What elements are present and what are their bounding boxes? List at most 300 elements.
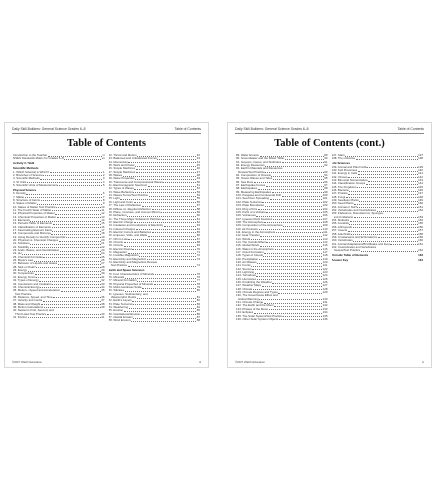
dot-leader — [43, 257, 100, 258]
toc-entry-title: 124. Tornadoes — [236, 274, 256, 278]
header-section: Table of Contents — [397, 127, 424, 131]
dot-leader — [136, 172, 196, 173]
toc-entry-title: 129. Climate Regions and Types — [236, 291, 278, 295]
toc-entry-title: 77. Mineral Formation — [108, 279, 137, 283]
toc-page-number: 72 — [196, 254, 200, 258]
toc-page-number: 147 — [418, 192, 423, 196]
toc-page-number: 78 — [196, 282, 200, 286]
toc-page-number: 161 — [418, 242, 423, 246]
toc-page-number: 80 — [196, 289, 200, 293]
dot-leader — [152, 232, 197, 233]
toc-page-number: 50 — [196, 180, 200, 184]
toc-entry-title: 46. Simple Machines — [108, 167, 136, 171]
toc-entry-title: 138. The Universe — [331, 157, 356, 161]
toc-entry-title: 142. Viruses — [331, 175, 348, 179]
header-book-title: Daily Skill Builders: General Science Grades 6–8 — [235, 127, 309, 131]
dot-leader — [273, 179, 324, 180]
dot-leader — [155, 274, 196, 275]
toc-page-number: 89 — [324, 154, 328, 157]
toc-page-number: 43 — [196, 157, 200, 161]
dot-leader — [53, 224, 101, 225]
page-title: Table of Contents (cont.) — [274, 138, 385, 149]
toc-page-number: 36 — [101, 295, 105, 299]
toc-entry-title: 72. Invisible Magnetism — [108, 254, 139, 258]
toc-page-number: 109 — [322, 224, 328, 228]
toc-entry-title: 32. Types of Energy — [13, 279, 39, 283]
toc-entry-title: 114. The Coriolis Effect — [236, 240, 266, 244]
dot-leader — [134, 189, 196, 190]
toc-page-number: 66 — [196, 234, 200, 238]
toc-page-number: 97 — [324, 184, 328, 188]
toc-entry-title: Life Sciences — [331, 162, 350, 166]
toc-entry-title: 19. Using Density to Identify Compounds — [13, 235, 66, 239]
dot-leader — [131, 321, 196, 322]
toc-entry-title: 15. Periodic Table of Elements — [13, 222, 52, 226]
toc-page-number: 85 — [196, 309, 200, 313]
toc-entry-title: 7. Matter — [13, 195, 25, 199]
dot-leader — [41, 200, 103, 201]
toc-page-number: 77 — [196, 279, 200, 283]
toc-page-number: 105 — [322, 210, 328, 214]
left-page — [4, 122, 209, 368]
toc-page-number: 164 — [418, 259, 423, 263]
toc-entry-title: 133. Phases of the Moon — [236, 307, 269, 311]
toc-page-number: 70 — [196, 247, 200, 251]
toc-page-number: 14 — [101, 218, 105, 222]
toc-entry-title: 23. Acids, Bases, and Neutralization — [13, 249, 60, 253]
toc-page-number: 103 — [322, 204, 328, 208]
dot-leader — [163, 182, 196, 183]
dot-leader — [257, 263, 322, 264]
toc-entry-title: 22. Solubility — [13, 245, 30, 249]
dot-leader — [390, 244, 417, 245]
toc-page-number: 99 — [324, 190, 328, 194]
toc-entry-title: 8. Structure of Atoms — [13, 198, 40, 202]
toc-page-number: 114 — [322, 240, 328, 244]
toc-entry-title: 135. The Solar System/Test Practice — [236, 314, 283, 318]
toc-page-number: 98 — [324, 187, 328, 191]
toc-page-number: 56 — [196, 200, 200, 204]
toc-page-number: 94 — [324, 174, 328, 178]
toc-entry-title: 44. Momentum — [108, 160, 128, 164]
toc-page-number: 16 — [101, 225, 105, 229]
dot-leader — [149, 196, 197, 197]
toc-page-number: 86 — [196, 312, 200, 316]
toc-entry-title: 92. Energy Resources — [236, 164, 265, 168]
toc-page-number: 152 — [418, 209, 423, 213]
toc-page-number: 10 — [101, 205, 105, 209]
page-footer — [235, 360, 424, 364]
toc-page-number: 40 — [101, 312, 105, 316]
toc-entry-title: 94. Composition of Oceans — [236, 174, 271, 178]
toc-page-number: 146 — [418, 189, 423, 193]
toc-entry-title: NSES Standards Matrix for Grades 5–8 — [13, 157, 64, 161]
toc-entry-title: Activity # / Skill — [13, 162, 35, 166]
toc-entry-title: 41. Friction — [13, 315, 28, 319]
toc-entry-title: 119. Precipitation — [236, 257, 259, 261]
toc-entry-title: 136. Other Solar System Objects — [236, 317, 279, 321]
toc-entry-title: Introduction to the Teacher — [13, 154, 48, 157]
dot-leader — [366, 184, 418, 185]
page-footer — [12, 360, 201, 364]
toc-entry-title: 115. Global Winds — [236, 244, 260, 248]
toc-page-number: 63 — [196, 224, 200, 228]
dot-leader — [278, 293, 322, 294]
toc-entry-title: 64. Induced Charges — [108, 227, 136, 231]
dot-leader — [136, 169, 196, 170]
dot-leader — [251, 266, 322, 267]
toc-entry-title: 91. Geysers, Caves, and Sinkholes — [236, 160, 282, 164]
toc-entry-title: 33. Conductors and Insulators — [13, 282, 52, 286]
toc-entry-title: 76. Minerals — [108, 275, 125, 279]
toc-page-number: 11 — [101, 208, 105, 212]
toc-entry-title: 61. The Three Major Subatomic Particles — [108, 217, 161, 221]
toc-entry-title: 159. Crustaceans and Echinoderms — [331, 235, 378, 239]
toc-entry-title: Answer Key — [331, 259, 349, 263]
toc-page-number: 51 — [196, 184, 200, 188]
dot-leader — [266, 186, 324, 187]
toc-page-number: 19 — [101, 235, 105, 239]
toc-page-number: 158 — [418, 232, 423, 236]
toc-page-number: 58 — [196, 207, 200, 211]
dot-leader — [259, 299, 322, 300]
toc-page-number: 96 — [324, 180, 328, 184]
toc-page-number: 150 — [418, 202, 423, 206]
dot-leader — [40, 179, 102, 180]
header-section: Table of Contents — [174, 127, 201, 131]
dot-leader — [64, 159, 101, 160]
toc-entry-title: 31. Energy Terms — [13, 275, 36, 279]
dot-leader — [41, 304, 101, 305]
toc-page-number: 155 — [418, 222, 423, 226]
toc-entry-title: Scientific Methods — [13, 167, 39, 171]
toc-entry-title: 50. Transverse and Compressional Waves — [108, 180, 163, 184]
toc-entry-title: 6. Density — [13, 192, 26, 196]
toc-entry-title: 13. Chemical Properties of Matter — [13, 215, 57, 219]
toc-entry-title: 66. Amperes, Volts, and Watts — [108, 234, 148, 238]
dot-leader — [348, 231, 418, 232]
toc-entry-title: 11. The Fourth State of Matter — [13, 208, 52, 212]
toc-entry-title: 57. The Law of Reflection — [108, 204, 142, 208]
toc-entry-title: 98. Earthquakes — [236, 187, 258, 191]
toc-page-number: 142 — [418, 175, 423, 179]
toc-page-number: 69 — [196, 244, 200, 248]
dot-leader — [367, 167, 417, 168]
toc-page-number: 127 — [322, 284, 328, 288]
toc-page-number: 13 — [101, 215, 105, 219]
toc-page-number: 59 — [196, 210, 200, 214]
toc-entry-title: 63. Insulators and Conductors of Electricity — [108, 224, 164, 228]
toc-entry-title: 141. Energy in Cells — [331, 172, 358, 176]
dot-leader — [124, 246, 197, 247]
dot-leader — [129, 308, 197, 309]
toc-page-number: 113 — [322, 237, 328, 241]
dot-leader — [133, 304, 196, 305]
toc-page-number: 100 — [322, 194, 328, 198]
toc-entry-title: 48. Waves — [108, 174, 123, 178]
dot-leader — [283, 316, 322, 317]
toc-page-number: 130 — [322, 297, 328, 301]
toc-page-number: 1 — [102, 170, 105, 174]
toc-entry-title: 117. Cloud Formation — [236, 250, 264, 254]
toc-entry — [13, 316, 105, 319]
right-page — [227, 122, 432, 368]
toc-entry-title: Review/Test Practice — [333, 249, 361, 253]
toc-entry-title: 89. Water Erosion — [236, 154, 260, 157]
toc-page-number: 22 — [101, 245, 105, 249]
toc-page-number: 143 — [418, 179, 423, 182]
toc-page-number: 37 — [101, 299, 105, 303]
toc-entry-title: 90. Groundwater and the Water Table — [236, 157, 285, 161]
dot-leader — [52, 284, 101, 285]
toc-entry-title: 70. Electric Power — [108, 247, 132, 251]
toc-entry-title: 137. Stars — [331, 154, 345, 157]
toc-section-heading — [13, 162, 105, 165]
toc-entry-title: 134. Eclipses — [236, 311, 254, 315]
toc-entry-title: 130. The Greenhouse Effect and — [236, 294, 278, 298]
toc-page-number: 92 — [324, 164, 328, 168]
toc-page-number: 139 — [418, 165, 423, 169]
toc-entry-title: 146. Bacteria — [331, 189, 349, 193]
dot-leader — [43, 175, 102, 176]
toc-entry-title: 87. Glacial Erosion — [108, 316, 133, 320]
toc-page-number: vii — [101, 157, 105, 161]
toc-page-number: 112 — [322, 234, 328, 238]
dot-leader — [252, 269, 322, 270]
toc-entry-title: 151. Animal or Not? — [331, 205, 357, 209]
toc-page-number: 102 — [322, 200, 328, 204]
toc-page-number: 60 — [196, 214, 200, 218]
dot-leader — [345, 156, 417, 157]
toc-entry-title: 21. Solutions — [13, 242, 30, 246]
toc-entry-title: 106. Volcanoes — [236, 214, 256, 218]
dot-leader — [141, 314, 196, 315]
dot-leader — [57, 217, 101, 218]
toc-column — [236, 154, 328, 355]
dot-leader — [273, 219, 322, 220]
dot-leader — [161, 212, 196, 213]
toc-page-number: 84 — [196, 306, 200, 310]
toc-entry-title: 3. Scientific Methods — [13, 177, 40, 181]
toc-page-number: 30 — [101, 272, 105, 276]
toc-page-number: 82 — [196, 299, 200, 303]
toc-entry-title: 18. Compounds and Mixtures — [13, 232, 51, 236]
footer-publisher: ©2007 Walch Education — [235, 360, 265, 364]
toc-page-number: 33 — [101, 282, 105, 286]
toc-page-number: 45 — [196, 164, 200, 168]
toc-page-number: 44 — [196, 160, 200, 164]
toc-page-number: 149 — [418, 199, 423, 203]
toc-page-number: 57 — [196, 204, 200, 208]
toc-page-number: 17 — [101, 229, 105, 232]
dot-leader — [265, 206, 322, 207]
toc-column — [13, 154, 105, 355]
toc-entry-title: Global Warming — [238, 297, 259, 301]
toc-page-number: 156 — [418, 225, 423, 229]
toc-entry-title: 108. The Atmosphere — [236, 220, 264, 224]
toc-entry-title: 93. Earth's Materials and Resources — [236, 167, 283, 171]
toc-page-number: 123 — [322, 271, 328, 275]
toc-entry-title: 139. Animal and Plant Cells — [331, 165, 367, 169]
toc-entry-title: 125. Hurricanes — [236, 277, 257, 281]
toc-entry-title: Test Practice — [15, 292, 32, 296]
toc-entry-title: 12. Physical Properties of Matter — [13, 212, 55, 216]
dot-leader — [59, 241, 101, 242]
dot-leader — [58, 264, 101, 265]
dot-leader — [26, 194, 102, 195]
dot-leader — [356, 159, 418, 160]
dot-leader — [270, 199, 323, 200]
footer-page-number: iii — [199, 360, 201, 364]
dot-leader — [128, 239, 196, 240]
toc-entry-title: 122. Storms — [236, 267, 252, 271]
toc-entry-title: 79. Mohs Hardness Scale — [108, 286, 142, 289]
toc-page-number: 79 — [196, 286, 200, 289]
toc-entry-title: 104. Ring of Fire — [236, 207, 258, 211]
toc-page-number: 4 — [102, 180, 105, 184]
toc-entry-title: 10. States of Matter Test Practice — [13, 205, 56, 209]
dot-leader — [30, 244, 100, 245]
toc-entry-title: 143. Binomial Nomenclature — [331, 179, 368, 182]
toc-entry-title: 116. Water in the Atmosphere — [236, 247, 274, 251]
toc-page-number: 128 — [322, 287, 328, 291]
toc-page-number: 3 — [102, 177, 105, 181]
dot-leader — [139, 256, 196, 257]
toc-entry — [109, 319, 201, 322]
dot-leader — [142, 288, 196, 289]
toc-page-number: 120 — [322, 261, 328, 264]
dot-leader — [154, 284, 197, 285]
dot-leader — [353, 227, 418, 228]
running-header — [235, 127, 424, 134]
toc-page-number: 122 — [322, 267, 328, 271]
toc-page-number: 153 — [418, 215, 423, 219]
toc-page-number: 15 — [101, 222, 105, 226]
toc-page-number: 71 — [196, 250, 200, 254]
toc-entry-title: 25. Chemical Formulas — [13, 255, 43, 259]
toc-page-number: 2 — [102, 173, 105, 177]
toc-page-number: 52 — [196, 187, 200, 191]
dot-leader — [368, 181, 417, 182]
toc-entry — [332, 157, 424, 160]
toc-page-number: 24 — [101, 252, 105, 256]
dot-leader — [52, 231, 100, 232]
toc-entry-title: 85. Erosion — [108, 309, 124, 313]
toc-page-number: 8 — [102, 198, 105, 202]
toc-page-number: 21 — [101, 242, 105, 246]
toc-entry-title: 39. Motion Calculations — [13, 305, 44, 309]
dot-leader — [61, 291, 101, 292]
toc-page-number: 107 — [322, 217, 328, 221]
toc-entry-title: 149. Seedless Plants — [331, 199, 359, 203]
dot-leader — [128, 162, 196, 163]
toc-page-number: 144 — [418, 182, 423, 186]
toc-page-number: 20 — [101, 239, 105, 243]
dot-leader — [57, 185, 102, 186]
dot-leader — [134, 202, 197, 203]
toc-page-number: 132 — [322, 304, 328, 308]
toc-page-number: 54 — [196, 194, 200, 198]
toc-page-number: 134 — [322, 311, 328, 315]
toc-entry-title: Third Laws Test Practice — [15, 312, 47, 316]
toc-page-number: 136 — [322, 317, 328, 321]
dot-leader — [349, 191, 417, 192]
toc-page-number: 64 — [196, 227, 200, 231]
toc-page-number: 87 — [196, 316, 200, 320]
dot-leader — [358, 171, 418, 172]
dot-leader — [361, 251, 418, 252]
toc-entry-title: 86. Gravitational Erosion — [108, 312, 141, 316]
toc-entry-title: 121. Fronts — [236, 264, 251, 268]
toc-entry-title: 97. Earthquake Forces — [236, 184, 266, 188]
dot-leader — [272, 283, 322, 284]
toc-page-number: 28 — [101, 265, 105, 269]
dot-leader — [60, 251, 101, 252]
toc-entry-title: Review/Test Practice — [238, 170, 265, 174]
toc-entry-title: Physical Science — [13, 188, 37, 192]
toc-entry-title: 1. Which Scientist is Which? — [13, 170, 50, 174]
footer-page-number: iv — [421, 360, 424, 364]
toc-page-number: 137 — [418, 154, 423, 157]
dot-leader — [50, 172, 102, 173]
toc-entry-title: 103. Plate Boundaries — [236, 204, 265, 208]
toc-entry-title: 126. Predicting the Weather — [236, 281, 272, 285]
toc-page-number: 53 — [196, 190, 200, 194]
toc-entry-title: 144. Classification Groups — [331, 182, 366, 186]
toc-entry-title: 105. Parts of a Volcano — [236, 210, 266, 214]
toc-columns — [236, 154, 423, 355]
toc-page-number: 12 — [101, 212, 105, 216]
toc-entry-title: 71. Magnetism — [108, 250, 128, 254]
dot-leader — [132, 249, 196, 250]
toc-page-number: 140 — [418, 168, 423, 172]
toc-page-number: 110 — [322, 227, 328, 231]
dot-leader — [354, 217, 418, 218]
dot-leader — [266, 212, 322, 213]
toc-entry-title: 73. Electricity and Magnetism — [108, 257, 147, 261]
toc-entry-title: 120. Air Masses — [236, 261, 257, 264]
toc-entry-title: 82. Earth's Layers — [108, 299, 132, 303]
toc-entry-title: 52. Types of Waves — [108, 187, 134, 191]
dot-leader — [52, 210, 101, 211]
toc-column — [332, 154, 424, 355]
toc-page-number: 48 — [196, 174, 200, 178]
dot-leader — [259, 259, 323, 260]
toc-entry-title: 148. Fungi — [331, 195, 346, 199]
toc-entry-title: 101. Sea Floor Spreading — [236, 197, 269, 201]
toc-entry-title: 95. Ocean Waves and Tides — [236, 177, 273, 181]
toc-section-heading — [332, 259, 424, 262]
toc-entry-title: 69. Circuits — [108, 244, 123, 248]
toc-page-number: 111 — [323, 230, 328, 234]
toc-entry-title: 34. Chemical Energy — [13, 285, 40, 289]
toc-page-number: 73 — [196, 257, 200, 261]
toc-page-number: 108 — [322, 220, 328, 224]
toc-entry-title: 152. Vertebrates and Invertebrates — [331, 209, 377, 213]
toc-entry-title: 28. Sink or Float? — [13, 265, 36, 269]
header-book-title: Daily Skill Builders: General Science Grades 6–8 — [12, 127, 86, 131]
toc-page-number: 141 — [418, 172, 423, 176]
toc-columns — [13, 154, 200, 355]
toc-entry-title: 54. Waves Terms/Test Practice — [108, 194, 149, 198]
toc-entry-title: 154. Mollusks — [331, 219, 350, 223]
toc-entry-title: 145. The Kingdoms — [331, 185, 357, 189]
dot-leader — [28, 271, 101, 272]
footer-publisher: ©2007 Walch Education — [12, 360, 42, 364]
toc-page-number: 68 — [196, 240, 200, 244]
dot-leader — [283, 226, 322, 227]
toc-entry-title: 127. Weather Maps — [236, 284, 262, 288]
